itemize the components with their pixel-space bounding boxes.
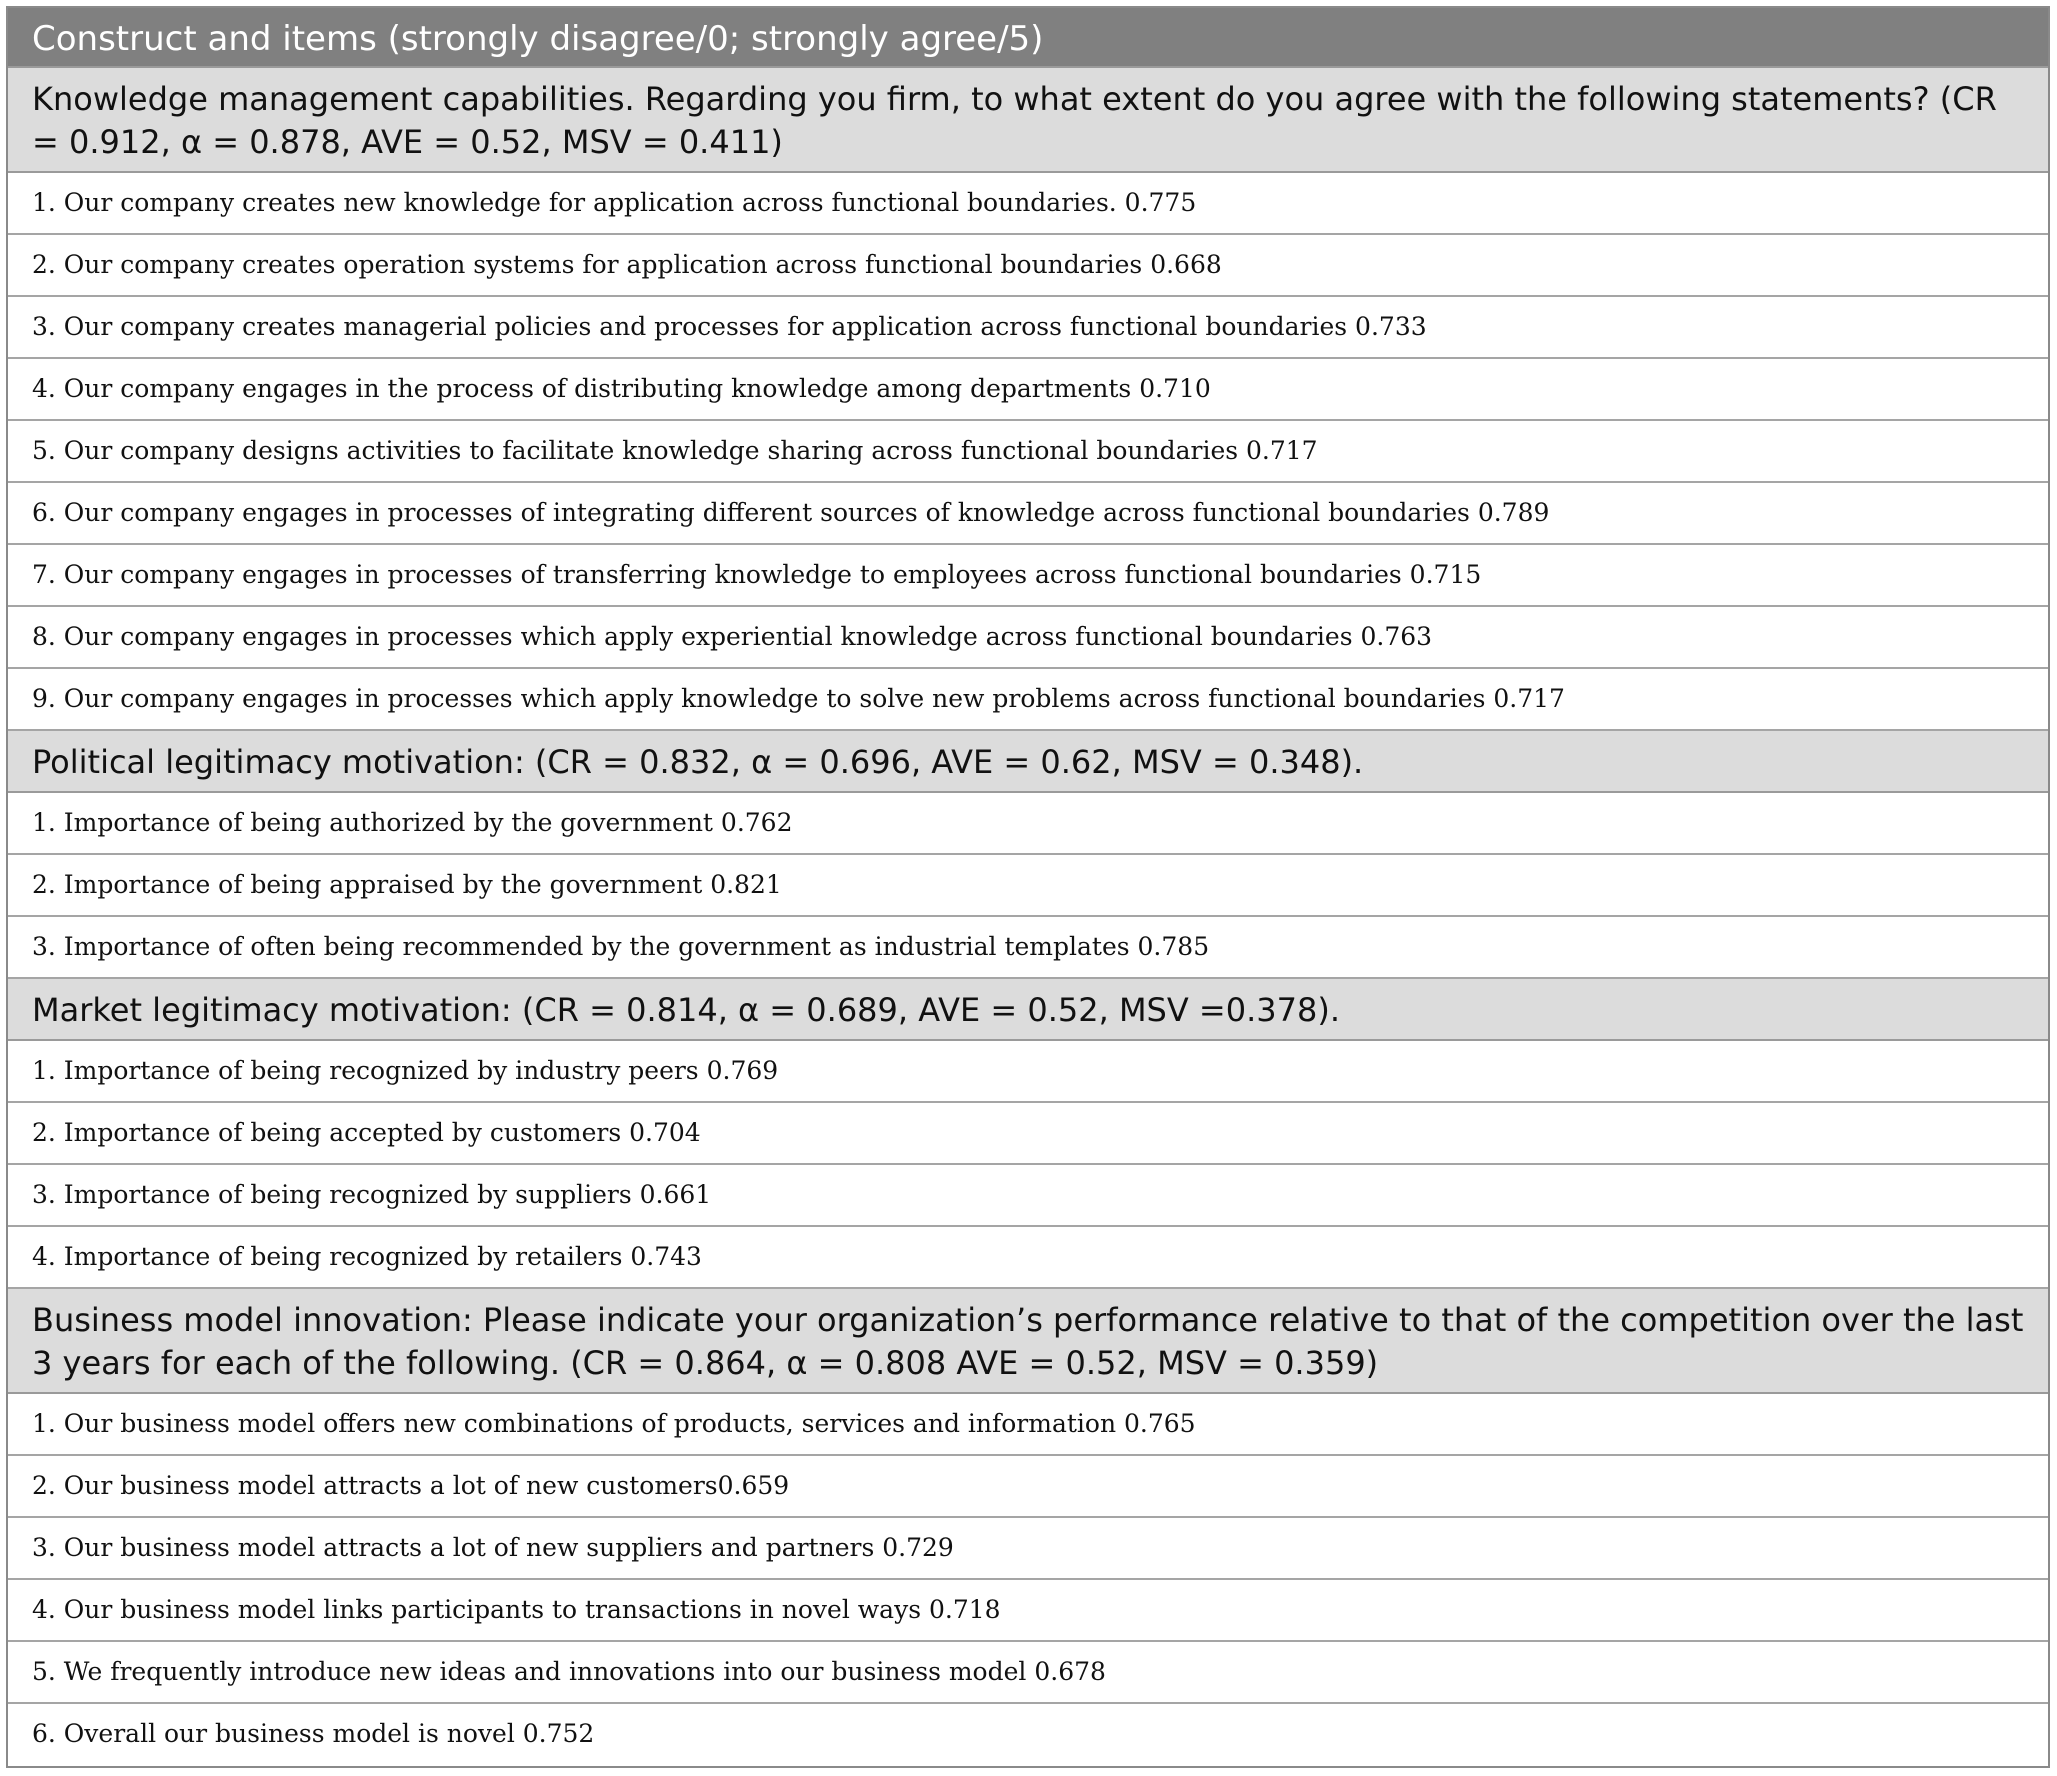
section-title-knowledge-management: Knowledge management capabilities. Regarding you firm, to what extent do you agree with the following statements? (CR = 0.912, α = 0.878, AVE = 0.52, MSV = 0.411) xyxy=(8,68,2048,173)
table-row: 2. Our business model attracts a lot of new customers0.659 xyxy=(8,1456,2048,1518)
table-row: 1. Our business model offers new combinations of products, services and information 0.765 xyxy=(8,1394,2048,1456)
table-row: 9. Our company engages in processes which apply knowledge to solve new problems across functional boundaries 0.717 xyxy=(8,669,2048,731)
table-header: Construct and items (strongly disagree/0; strongly agree/5) xyxy=(8,8,2048,68)
table-row: 2. Our company creates operation systems for application across functional boundaries 0.668 xyxy=(8,235,2048,297)
table-row: 8. Our company engages in processes which apply experiential knowledge across functional boundaries 0.763 xyxy=(8,607,2048,669)
section-title-market-legitimacy: Market legitimacy motivation: (CR = 0.814, α = 0.689, AVE = 0.52, MSV =0.378). xyxy=(8,979,2048,1041)
table-row: 3. Importance of often being recommended by the government as industrial templates 0.785 xyxy=(8,917,2048,979)
construct-items-table xyxy=(6,6,2050,1768)
table-row: 2. Importance of being accepted by customers 0.704 xyxy=(8,1103,2048,1165)
table-row: 5. We frequently introduce new ideas and innovations into our business model 0.678 xyxy=(8,1642,2048,1704)
table-row: 2. Importance of being appraised by the government 0.821 xyxy=(8,855,2048,917)
section-title-business-model-innovation: Business model innovation: Please indicate your organization’s performance relative to that of the competition over the last 3 years for each of the following. (CR = 0.864, α = 0.808 AVE = 0.52, MSV = 0.359) xyxy=(8,1289,2048,1394)
table-row: 7. Our company engages in processes of transferring knowledge to employees across functional boundaries 0.715 xyxy=(8,545,2048,607)
table-row: 3. Our company creates managerial policies and processes for application across functional boundaries 0.733 xyxy=(8,297,2048,359)
table-row: 5. Our company designs activities to facilitate knowledge sharing across functional boundaries 0.717 xyxy=(8,421,2048,483)
table-row: 4. Our business model links participants to transactions in novel ways 0.718 xyxy=(8,1580,2048,1642)
table-row: 1. Importance of being recognized by industry peers 0.769 xyxy=(8,1041,2048,1103)
table-row: 6. Our company engages in processes of integrating different sources of knowledge across functional boundaries 0.789 xyxy=(8,483,2048,545)
table-row: 3. Our business model attracts a lot of new suppliers and partners 0.729 xyxy=(8,1518,2048,1580)
table-row: 4. Importance of being recognized by retailers 0.743 xyxy=(8,1227,2048,1289)
section-title-political-legitimacy: Political legitimacy motivation: (CR = 0.832, α = 0.696, AVE = 0.62, MSV = 0.348). xyxy=(8,731,2048,793)
table-row: 1. Our company creates new knowledge for application across functional boundaries. 0.775 xyxy=(8,173,2048,235)
table-row: 1. Importance of being authorized by the government 0.762 xyxy=(8,793,2048,855)
table-row: 4. Our company engages in the process of distributing knowledge among departments 0.710 xyxy=(8,359,2048,421)
table-row: 6. Overall our business model is novel 0.752 xyxy=(8,1704,2048,1766)
table-row: 3. Importance of being recognized by suppliers 0.661 xyxy=(8,1165,2048,1227)
